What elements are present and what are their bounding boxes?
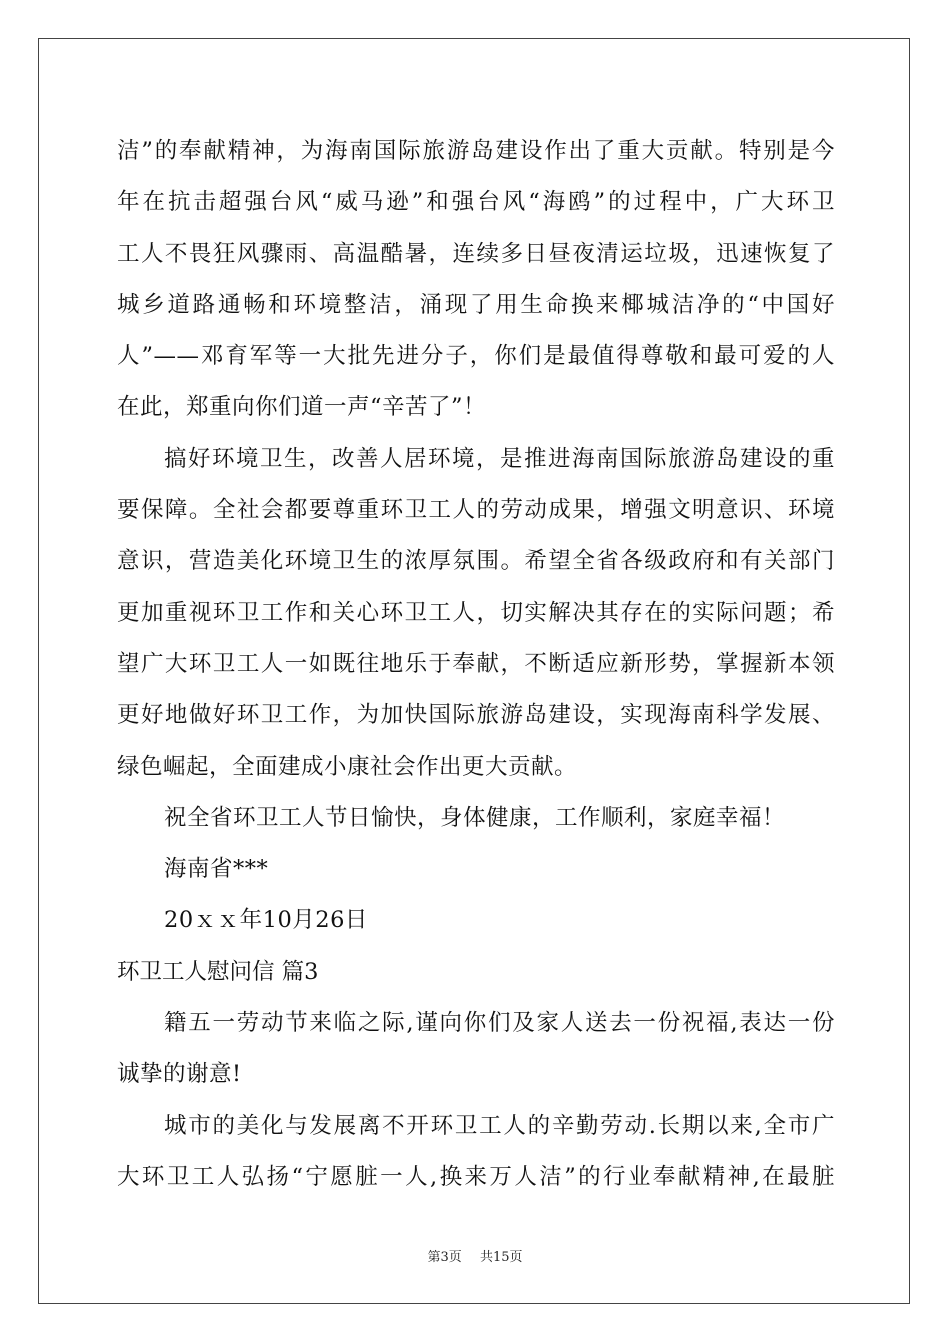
text-line: 城乡道路通畅和环境整洁，涌现了用生命换来椰城洁净的“中国好 bbox=[117, 291, 835, 318]
text-line: 工人不畏狂风骤雨、高温酷暑，连续多日昼夜清运垃圾，迅速恢复了 bbox=[117, 240, 835, 267]
signature: 海南省*** bbox=[164, 856, 269, 883]
text-line: 人”——邓育军等一大批先进分子，你们是最值得尊敬和最可爱的人 bbox=[117, 343, 835, 370]
text-line: 要保障。全社会都要尊重环卫工人的劳动成果，增强文明意识、环境 bbox=[117, 497, 835, 524]
section-heading: 环卫工人慰问信 篇3 bbox=[117, 958, 319, 985]
text-line: 年在抗击超强台风“威马逊”和强台风“海鸥”的过程中，广大环卫 bbox=[117, 189, 835, 216]
text-line: 更好地做好环卫工作，为加快国际旅游岛建设，实现海南科学发展、 bbox=[117, 702, 835, 729]
text-line: 望广大环卫工人一如既往地乐于奉献，不断适应新形势，掌握新本领 bbox=[117, 650, 835, 677]
page-total: 共15页 bbox=[479, 1250, 523, 1265]
text-line: 绿色崛起，全面建成小康社会作出更大贡献。 bbox=[117, 753, 578, 780]
text-line: 城市的美化与发展离不开环卫工人的辛勤劳动.长期以来,全市广 bbox=[164, 1112, 835, 1139]
text-line: 籍五一劳动节来临之际,谨向你们及家人送去一份祝福,表达一份 bbox=[164, 1010, 835, 1037]
text-line: 洁”的奉献精神，为海南国际旅游岛建设作出了重大贡献。特别是今 bbox=[117, 138, 835, 164]
page-footer bbox=[0, 1246, 950, 1265]
text-line: 更加重视环卫工作和关心环卫工人，切实解决其存在的实际问题；希 bbox=[117, 599, 835, 626]
text-line: 诚挚的谢意! bbox=[117, 1061, 242, 1088]
text-line: 意识，营造美化环境卫生的浓厚氛围。希望全省各级政府和有关部门 bbox=[117, 548, 835, 575]
letter-date: 20ｘｘ年10月26日 bbox=[164, 907, 368, 934]
text-line: 搞好环境卫生，改善人居环境，是推进海南国际旅游岛建设的重 bbox=[164, 445, 835, 472]
document-body bbox=[117, 126, 835, 1203]
text-line: 大环卫工人弘扬“宁愿脏一人,换来万人洁”的行业奉献精神,在最脏 bbox=[117, 1163, 835, 1190]
page-number: 第3页 bbox=[427, 1250, 462, 1265]
text-line: 在此，郑重向你们道一声“辛苦了”！ bbox=[117, 394, 487, 421]
greeting-line: 祝全省环卫工人节日愉快，身体健康，工作顺利，家庭幸福！ bbox=[164, 804, 786, 831]
